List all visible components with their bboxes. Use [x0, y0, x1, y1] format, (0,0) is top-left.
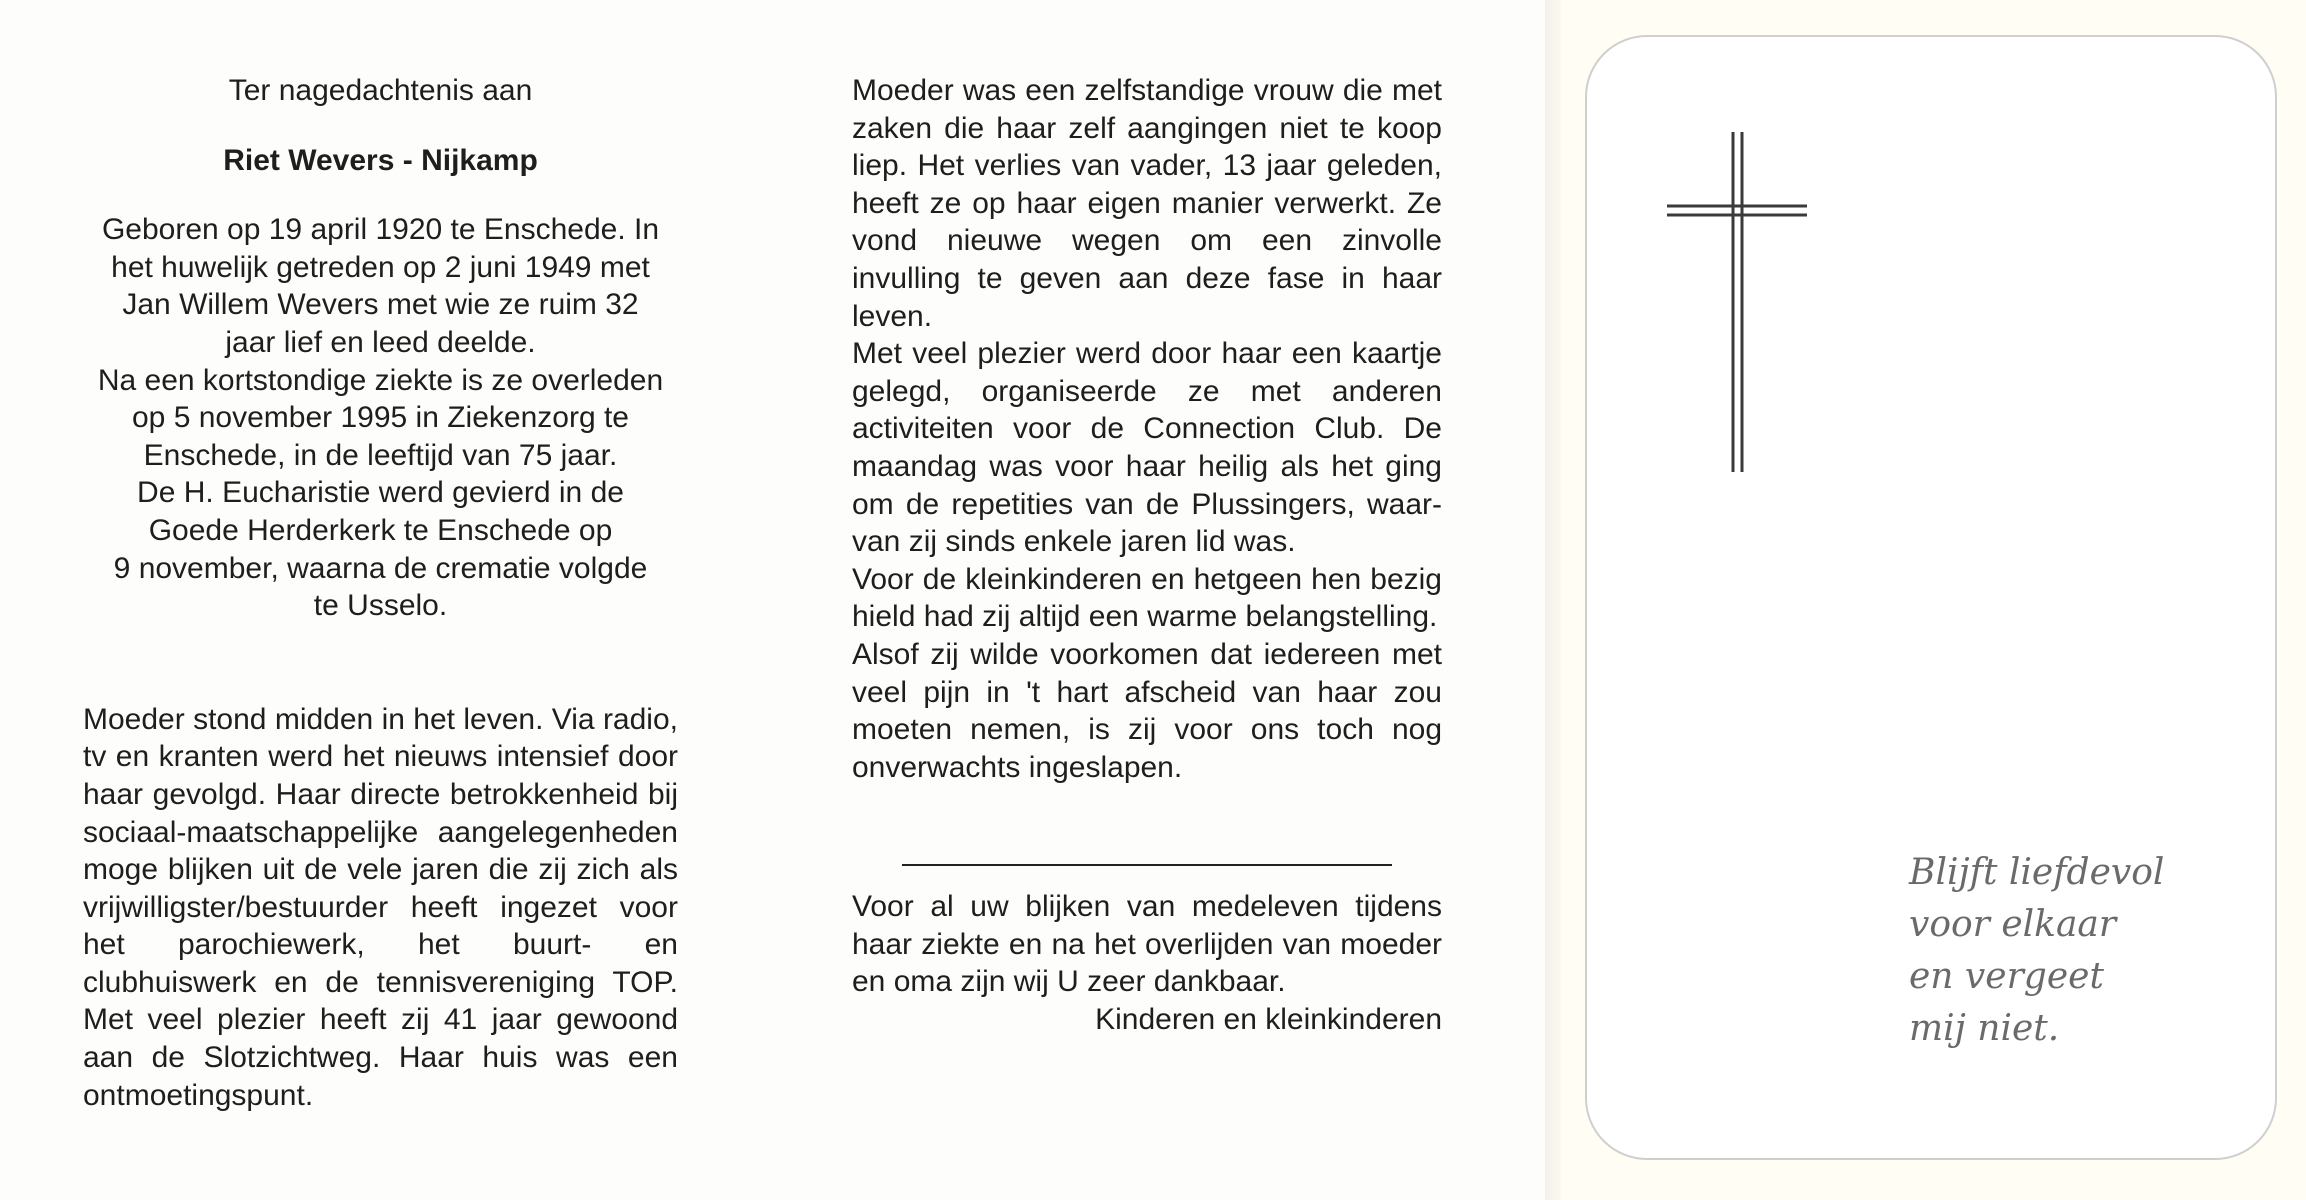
- divider-line: [902, 864, 1392, 866]
- bio-line: Geboren op 19 april 1920 te Enschede. In: [101, 213, 660, 247]
- poem: [1909, 847, 2249, 1055]
- bio-line: Jan Willem Wevers met wie ze ruim 32: [122, 288, 639, 322]
- card-fold: [1545, 0, 1561, 1200]
- left-column: [83, 72, 678, 1114]
- life-paragraph: Moeder stond midden in het leven. Via radio, tv en kranten werd het nieuws intensief door haar gevolgd. Haar directe betrokkenheid bij sociaal-maatschappelijke aangelegenheden moge blijken uit de vele jaren die zij zich als vrijwilligster/bestuurder heeft ingezet voor het parochiewerk, het buurt- en clubhuiswerk en de tennisvereniging TOP. Met veel plezier heeft zij 41 jaar gewoond aan de Slotzichtweg. Haar huis was een ontmoetingspunt.: [83, 702, 678, 1112]
- bio-line: het huwelijk getreden op 2 juni 1949 met: [111, 250, 650, 284]
- poem-line: en vergeet: [1909, 956, 2104, 997]
- bio-line: te Usselo.: [313, 589, 448, 623]
- bio-line: jaar lief en leed deelde.: [225, 325, 536, 359]
- thanks-text: Voor al uw blijken van medeleven tijdens haar ziekte en na het overlijden van moeder en oma zijn wij U zeer dankbaar.: [852, 890, 1442, 999]
- poem-line: mij niet.: [1909, 1008, 2060, 1049]
- dedication-heading: Ter nagedachtenis aan: [228, 74, 533, 107]
- middle-column: [852, 72, 1442, 1039]
- middle-paragraph: Moeder was een zelfstandige vrouw die met zaken die haar zelf aangingen niet te koop liep. Het verlies van vader, 13 jaar geleden, heeft ze op haar eigen manier verwerkt. Ze vond nieuwe wegen om een zinvolle invulling te geven aan deze fase in haar leven.: [852, 74, 1442, 333]
- card-face: [1585, 35, 2277, 1160]
- cross-icon: [1667, 132, 1807, 472]
- bio-line: De H. Eucharistie werd gevierd in de: [137, 476, 624, 510]
- poem-line: voor elkaar: [1909, 904, 2117, 945]
- poem-line: Blijft liefdevol: [1909, 852, 2165, 893]
- bio-line: Enschede, in de leeftijd van 75 jaar.: [143, 438, 618, 472]
- middle-paragraph: Voor de kleinkinderen en hetgeen hen bezig hield had zij altijd een warme belangstelling.: [852, 562, 1442, 634]
- middle-paragraph: Alsof zij wilde voorkomen dat iedereen met veel pijn in 't hart afscheid van haar zou moeten nemen, is zij voor ons toch nog onverwachts ingeslapen.: [852, 637, 1442, 784]
- middle-paragraph: Met veel plezier werd door haar een kaartje gelegd, organiseerde ze met anderen activiteiten voor de Connection Club. De maandag was voor haar heilig als het ging om de repetities van de Plussingers, waarvan zij sinds enkele jaren lid was.: [852, 337, 1442, 559]
- bio-line: Goede Herderkerk te Enschede op: [148, 513, 613, 547]
- signature: Kinderen en kleinkinderen: [1095, 1003, 1442, 1037]
- bio-line: Na een kortstondige ziekte is ze overleden: [97, 363, 664, 397]
- deceased-name: Riet Wevers - Nijkamp: [223, 143, 538, 177]
- biography: [83, 211, 678, 625]
- bio-line: op 5 november 1995 in Ziekenzorg te: [132, 401, 629, 435]
- bio-line: 9 november, waarna de crematie volgde: [113, 551, 648, 585]
